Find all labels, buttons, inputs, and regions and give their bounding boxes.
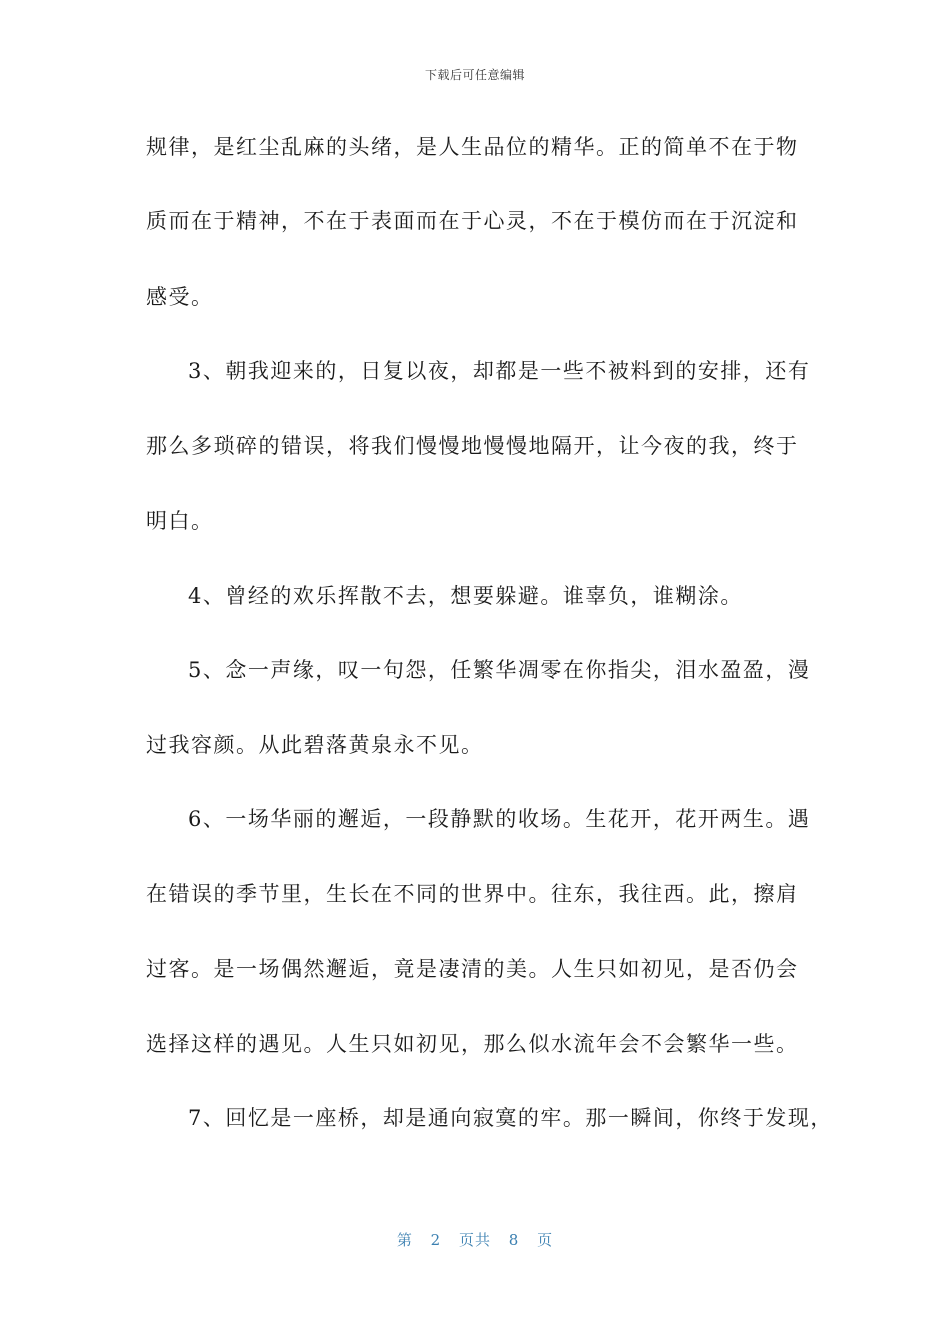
text-line: 在错误的季节里，生长在不同的世界中。往东，我往西。此，擦肩: [146, 882, 799, 906]
paragraph-7-line: 7、回忆是一座桥，却是通向寂寞的牢。那一瞬间，你终于发现，: [188, 1106, 833, 1130]
footer-prefix: 第: [396, 1231, 413, 1249]
text-line: 过客。是一场偶然邂逅，竟是凄清的美。人生只如初见，是否仍会: [146, 957, 799, 981]
text-line: 明白。: [146, 509, 214, 533]
text-line: 过我容颜。从此碧落黄泉永不见。: [146, 733, 484, 757]
footer-suffix: 页: [537, 1231, 554, 1249]
paragraph-6-line: 6、一场华丽的邂逅，一段静默的收场。生花开，花开两生。遇: [188, 807, 811, 831]
paragraph-5-line: 5、念一声缘，叹一句怨，任繁华凋零在你指尖，泪水盈盈，漫: [188, 658, 811, 682]
footer-total-pages: 8: [508, 1231, 520, 1249]
paragraph-4-line: 4、曾经的欢乐挥散不去，想要躲避。谁辜负，谁糊涂。: [188, 584, 743, 608]
text-line: 规律，是红尘乱麻的头绪，是人生品位的精华。正的简单不在于物: [146, 135, 799, 159]
text-line: 质而在于精神，不在于表面而在于心灵，不在于模仿而在于沉淀和: [146, 209, 799, 233]
footer-page-number: 2: [430, 1231, 442, 1249]
text-line: 选择这样的遇见。人生只如初见，那么似水流年会不会繁华一些。: [146, 1032, 799, 1056]
text-line: 那么多琐碎的错误，将我们慢慢地慢慢地隔开，让今夜的我，终于: [146, 434, 799, 458]
paragraph-3-line: 3、朝我迎来的，日复以夜，却都是一些不被料到的安排，还有: [188, 359, 811, 383]
page-header: 下载后可任意编辑: [424, 68, 525, 82]
page-footer: [0, 1229, 950, 1250]
footer-middle: 页共: [458, 1231, 491, 1249]
text-line: 感受。: [146, 285, 214, 309]
